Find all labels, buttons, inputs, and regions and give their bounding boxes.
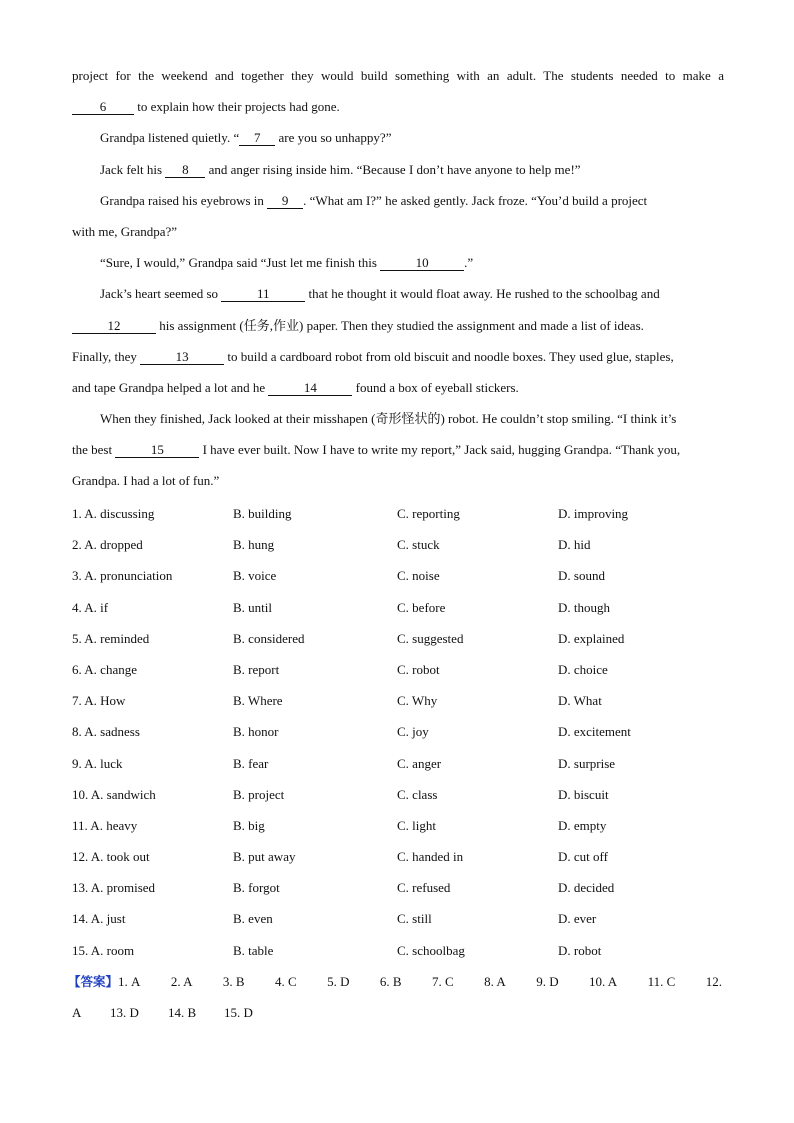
option-a: 15. A. room	[72, 942, 135, 958]
option-a: 13. A. promised	[72, 880, 156, 896]
option-row	[72, 654, 732, 685]
option-c: C. still	[397, 911, 432, 927]
passage-line	[72, 247, 724, 278]
answer-4: 4. C	[275, 974, 297, 989]
option-a: 2. A. dropped	[72, 537, 143, 553]
passage-line	[72, 185, 724, 216]
answer-7: 7. C	[432, 974, 454, 989]
option-row	[72, 841, 732, 872]
option-d: D. explained	[558, 630, 625, 646]
option-b: B. honor	[233, 724, 279, 740]
option-b: B. even	[233, 911, 273, 927]
blank-9: 9	[267, 194, 303, 209]
answer-label	[68, 966, 141, 997]
passage-text: to build a cardboard robot from old biscuit and noodle boxes. They used glue, staples,	[224, 348, 674, 364]
option-row	[72, 498, 732, 529]
option-c: C. robot	[397, 661, 440, 677]
answer-row	[72, 997, 722, 1028]
answer-row	[68, 966, 722, 997]
option-d: D. biscuit	[558, 786, 609, 802]
option-a: 8. A. sadness	[72, 724, 140, 740]
passage-text: Jack’s heart seemed so	[100, 286, 222, 302]
answer-1: 1. A	[118, 974, 141, 989]
option-row	[72, 779, 732, 810]
option-c: C. light	[397, 817, 437, 833]
options-list	[72, 498, 732, 966]
option-row	[72, 685, 732, 716]
passage-text: Jack felt his	[100, 161, 166, 177]
blank-14: 14	[268, 381, 352, 396]
answer-key	[68, 966, 722, 1028]
passage-text: Grandpa listened quietly. “	[100, 130, 240, 146]
answer-10: 10. A	[589, 974, 618, 989]
option-d: D. ever	[558, 911, 597, 927]
option-c: C. noise	[397, 568, 440, 584]
option-d: D. What	[558, 693, 602, 709]
answer-12-letter: A	[72, 1005, 82, 1021]
blank-6: 6	[72, 100, 134, 115]
option-d: D. choice	[558, 661, 608, 677]
answer-13: 13. D	[110, 1005, 139, 1021]
passage-line	[72, 154, 724, 185]
option-row	[72, 748, 732, 779]
option-c: C. stuck	[397, 537, 440, 553]
passage-line	[72, 60, 724, 91]
option-c: C. refused	[397, 880, 451, 896]
option-a: 11. A. heavy	[72, 817, 138, 833]
answer-3: 3. B	[222, 974, 245, 989]
passage-text: that he thought it would float away. He rushed to the schoolbag and	[305, 286, 660, 302]
answer-11: 11. C	[647, 974, 676, 989]
answer-label-text: 【答案】	[68, 974, 119, 989]
option-b: B. report	[233, 661, 280, 677]
option-d: D. though	[558, 599, 610, 615]
option-d: D. cut off	[558, 849, 608, 865]
option-d: D. surprise	[558, 755, 616, 771]
blank-12: 12	[72, 319, 156, 334]
passage-line	[72, 216, 724, 247]
option-d: D. sound	[558, 568, 605, 584]
passage-text: with me, Grandpa?”	[72, 223, 178, 239]
answer-12-number: 12.	[705, 974, 722, 989]
option-a: 4. A. if	[72, 599, 109, 615]
blank-11: 11	[221, 287, 305, 302]
passage-text: found a box of eyeball stickers.	[352, 379, 519, 395]
option-c: C. anger	[397, 755, 442, 771]
passage-text: are you so unhappy?”	[275, 130, 392, 146]
passage-line	[72, 434, 724, 465]
option-b: B. considered	[233, 630, 305, 646]
option-d: D. hid	[558, 537, 591, 553]
option-d: D. excitement	[558, 724, 631, 740]
option-a: 5. A. reminded	[72, 630, 150, 646]
option-a: 7. A. How	[72, 693, 126, 709]
option-b: B. voice	[233, 568, 277, 584]
passage-line	[72, 91, 724, 122]
blank-13: 13	[140, 350, 224, 365]
option-d: D. improving	[558, 506, 629, 521]
option-row	[72, 623, 732, 654]
option-c: C. Why	[397, 693, 438, 709]
passage-text: project for the weekend and together they would build something with an adult. The students needed to make a	[72, 68, 724, 83]
option-c: C. before	[397, 599, 446, 615]
passage-text: and anger rising inside him. “Because I don’t have anyone to help me!”	[205, 161, 581, 177]
option-b: B. until	[233, 599, 273, 615]
passage-text: .”	[464, 255, 474, 271]
passage-line	[72, 403, 724, 434]
option-a: 3. A. pronunciation	[72, 568, 173, 584]
passage-text: “Sure, I would,” Grandpa said “Just let me finish this	[100, 255, 381, 271]
passage-line	[72, 341, 724, 372]
passage-line	[72, 372, 724, 403]
answer-2: 2. A	[170, 974, 193, 989]
passage-text: Grandpa raised his eyebrows in	[100, 192, 268, 208]
answer-6: 6. B	[379, 974, 402, 989]
option-a: 1. A. discussing	[72, 506, 155, 521]
option-row	[72, 903, 732, 934]
option-row	[72, 529, 732, 560]
option-b: B. big	[233, 817, 265, 833]
option-c: C. joy	[397, 724, 429, 740]
option-c: C. schoolbag	[397, 942, 465, 958]
passage-line	[72, 465, 724, 496]
blank-7: 7	[239, 131, 275, 146]
option-d: D. robot	[558, 942, 602, 958]
option-b: B. Where	[233, 693, 283, 709]
option-b: B. table	[233, 942, 274, 958]
passage-text: I have ever built. Now I have to write my report,” Jack said, hugging Grandpa. “Thank you,	[199, 442, 681, 458]
option-row	[72, 560, 732, 591]
answer-8: 8. A	[484, 974, 506, 989]
option-c: C. suggested	[397, 630, 464, 646]
option-b: B. project	[233, 786, 285, 802]
option-d: D. empty	[558, 817, 607, 833]
option-c: C. reporting	[397, 506, 460, 521]
answer-9: 9. D	[536, 974, 559, 989]
option-a: 12. A. took out	[72, 849, 150, 865]
passage-text: Finally, they	[72, 348, 141, 364]
passage-text: and tape Grandpa helped a lot and he	[72, 379, 269, 395]
option-a: 14. A. just	[72, 911, 126, 927]
option-a: 10. A. sandwich	[72, 786, 156, 802]
answer-14: 14. B	[168, 1005, 197, 1021]
option-b: B. put away	[233, 849, 296, 865]
passage-line	[72, 310, 724, 341]
blank-15: 15	[115, 443, 199, 458]
answer-5: 5. D	[327, 974, 350, 989]
option-row	[72, 592, 732, 623]
answer-15: 15. D	[224, 1005, 253, 1021]
option-row	[72, 716, 732, 747]
cloze-passage	[72, 60, 724, 497]
passage-line	[72, 122, 724, 153]
option-row	[72, 935, 732, 966]
blank-10: 10	[380, 256, 464, 271]
option-row	[72, 810, 732, 841]
passage-text: . “What am I?” he asked gently. Jack froze. “You’d build a project	[303, 192, 648, 208]
option-c: C. class	[397, 786, 438, 802]
option-b: B. fear	[233, 755, 269, 771]
passage-text: Grandpa. I had a lot of fun.”	[72, 473, 220, 489]
passage-text: to explain how their projects had gone.	[134, 99, 340, 115]
option-a: 9. A. luck	[72, 755, 123, 771]
option-d: D. decided	[558, 880, 615, 896]
option-a: 6. A. change	[72, 661, 137, 677]
option-c: C. handed in	[397, 849, 464, 865]
option-b: B. forgot	[233, 880, 280, 896]
passage-text: the best	[72, 442, 116, 458]
passage-text: When they finished, Jack looked at their misshapen (奇形怪状的) robot. He couldn’t stop smiling. “I think it’s	[100, 411, 677, 427]
blank-8: 8	[165, 163, 205, 178]
passage-line	[72, 278, 724, 309]
passage-text: his assignment (任务,作业) paper. Then they studied the assignment and made a list of ideas.	[156, 317, 644, 333]
option-b: B. hung	[233, 537, 275, 553]
option-row	[72, 872, 732, 903]
option-b: B. building	[233, 506, 292, 521]
